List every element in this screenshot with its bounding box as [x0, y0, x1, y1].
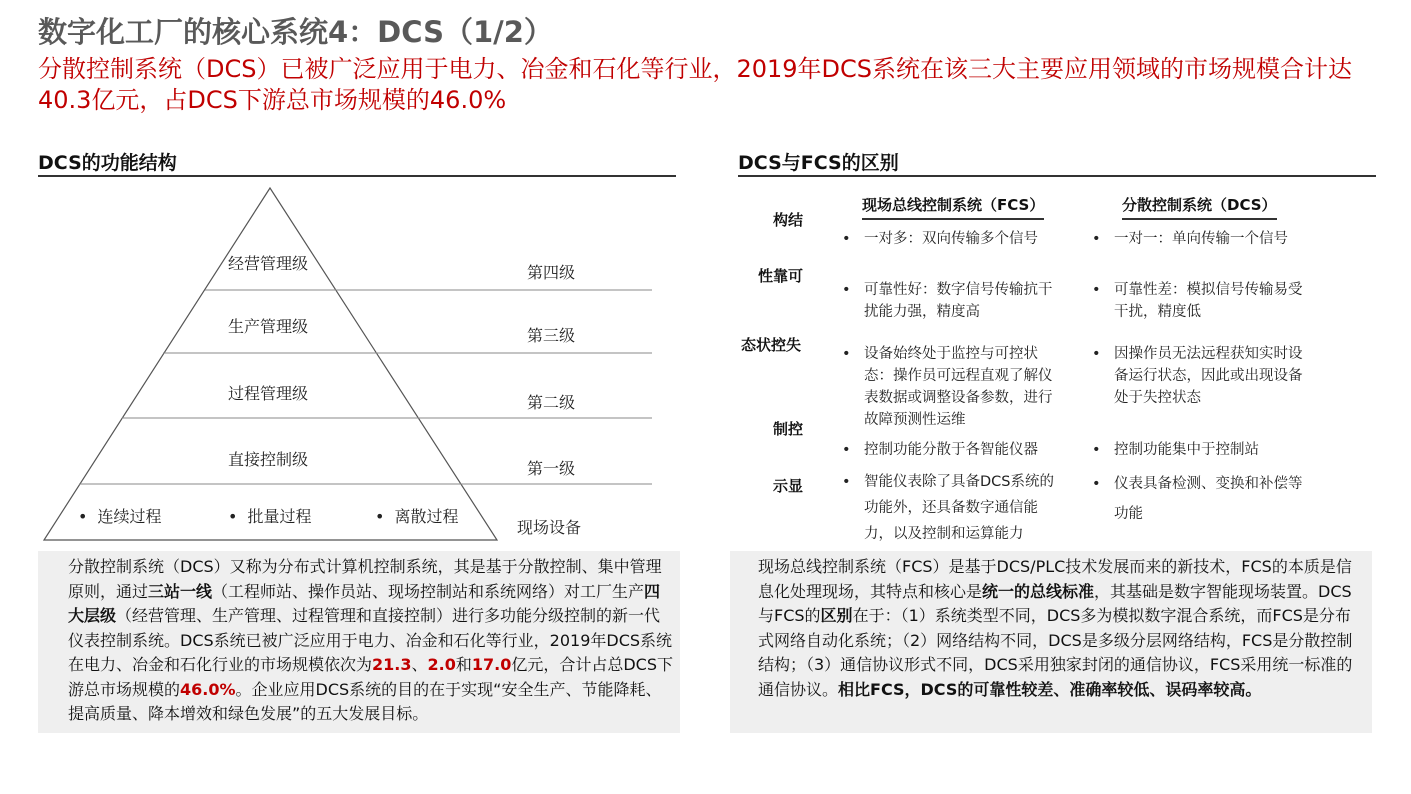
- page-title: 数字化工厂的核心系统4：DCS（1/2）: [38, 15, 553, 49]
- fcs-item-structure: • 一对多：双向传输多个信号: [842, 231, 1038, 247]
- fcs-item-reliability: • 可靠性好：数字信号传输抗干扰能力强，精度高: [842, 282, 1053, 320]
- level-label-2: 第二级: [527, 393, 576, 412]
- dcs-item-display: • 仪表具备检测、变换和补偿等功能: [1092, 476, 1303, 522]
- row-label-structure: 构结: [773, 211, 804, 229]
- dcs-item-control: • 控制功能集中于控制站: [1092, 442, 1259, 458]
- base-item-discrete: • 离散过程: [375, 507, 459, 526]
- right-section-heading: DCS与FCS的区别: [738, 152, 899, 174]
- col-head-dcs: 分散控制系统（DCS）: [1122, 194, 1277, 220]
- page-subtitle: 分散控制系统（DCS）已被广泛应用于电力、冶金和石化等行业，2019年DCS系统在该三大主要应用领域的市场规模合计达40.3亿元，占DCS下游总市场规模的46.0%: [38, 55, 1353, 114]
- fcs-item-control: • 控制功能分散于各智能仪器: [842, 442, 1038, 458]
- row-label-control: 制控: [773, 420, 804, 438]
- row-label-loss-of-control: 态状控失: [741, 336, 802, 354]
- level-label-field: 现场设备: [517, 518, 582, 537]
- col-head-fcs: 现场总线控制系统（FCS）: [862, 194, 1044, 220]
- right-note-box: 现场总线控制系统（FCS）是基于DCS/PLC技术发展而来的新技术，FCS的本质是信息化处理现场，其特点和核心是统一的总线标准，其基础是数字智能现场装置。DCS与FCS的区别在于：（1）系统类型不同，DCS多为模拟数字混合系统，而FCS是分布式网络自动化系统；（2）网络结构不同，DCS是多级分层网络结构，FCS是分散控制结构；（3）通信协议形式不同，DCS采用独家封闭的通信协议，FCS采用统一标准的通信协议。相比FCS，DCS的可靠性较差、准确率较低、误码率较高。: [730, 551, 1372, 733]
- level-label-4: 第四级: [527, 263, 576, 282]
- pyramid-outline: [44, 188, 497, 540]
- base-item-batch: • 批量过程: [228, 507, 312, 526]
- tier-production-management: 生产管理级: [228, 317, 309, 336]
- level-label-1: 第一级: [527, 459, 576, 478]
- right-section-rule: [738, 175, 1376, 177]
- left-section-heading: DCS的功能结构: [38, 152, 177, 174]
- base-item-continuous: • 连续过程: [78, 507, 162, 526]
- fcs-item-display: • 智能仪表除了具备DCS系统的功能外，还具备数字通信能力，以及控制和运算能力: [842, 474, 1054, 542]
- tier-business-management: 经营管理级: [228, 254, 309, 273]
- fcs-item-loss-of-control: • 设备始终处于监控与可控状态：操作员可远程直观了解仪表数据或调整设备参数，进行故障预测性运维: [842, 346, 1053, 428]
- pyramid-diagram: [0, 0, 700, 560]
- row-label-reliability: 性靠可: [758, 267, 804, 285]
- level-label-3: 第三级: [527, 326, 576, 345]
- dcs-item-loss-of-control: • 因操作员无法远程获知实时设备运行状态，因此或出现设备处于失控状态: [1092, 346, 1303, 406]
- dcs-item-reliability: • 可靠性差：模拟信号传输易受干扰，精度低: [1092, 282, 1303, 320]
- row-label-display: 示显: [773, 477, 804, 495]
- dcs-item-structure: • 一对一：单向传输一个信号: [1092, 231, 1288, 247]
- tier-process-management: 过程管理级: [228, 384, 309, 403]
- tier-direct-control: 直接控制级: [228, 450, 309, 469]
- left-note-box: 分散控制系统（DCS）又称为分布式计算机控制系统，其是基于分散控制、集中管理原则，通过三站一线（工程师站、操作员站、现场控制站和系统网络）对工厂生产四大层级（经营管理、生产管理、过程管理和直接控制）进行多功能分级控制的新一代仪表控制系统。DCS系统已被广泛应用于电力、冶金和石化等行业，2019年DCS系统在电力、冶金和石化行业的市场规模依次为21.3、2.0和17.0亿元，合计占总DCS下游总市场规模的46.0%。企业应用DCS系统的目的在于实现“安全生产、节能降耗、提高质量、降本增效和绿色发展”的五大发展目标。: [38, 551, 680, 733]
